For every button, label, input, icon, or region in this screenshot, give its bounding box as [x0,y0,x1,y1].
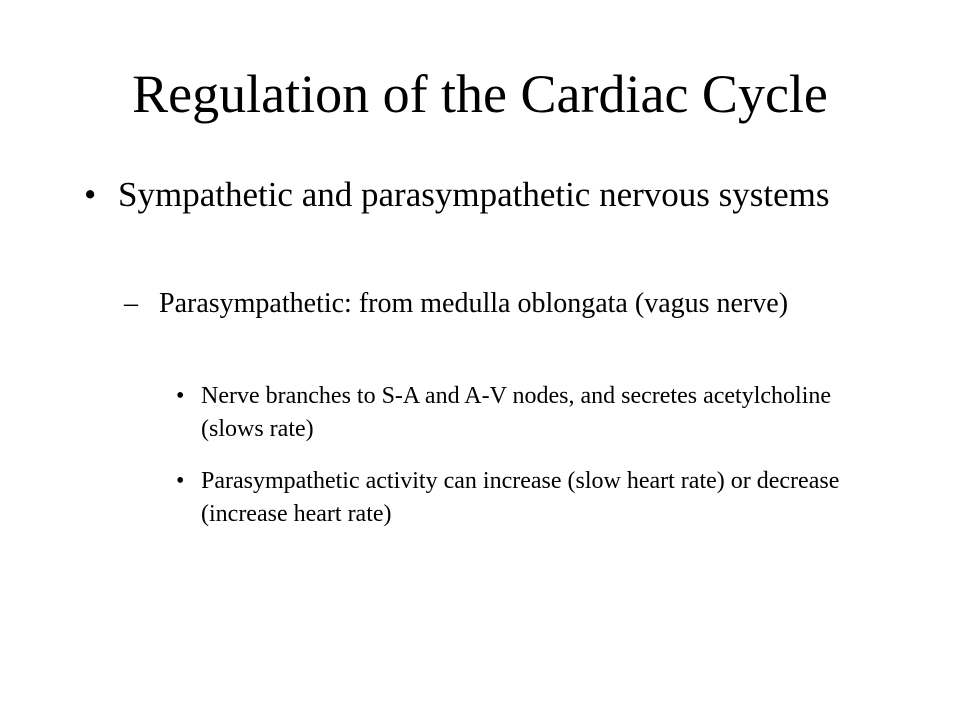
bullet-level3-item [176,380,851,446]
slide-title: Regulation of the Cardiac Cycle [132,64,828,124]
bullet-level1 [84,171,848,219]
bullet-marker: • [176,383,185,409]
bullet-text: Parasympathetic: from medulla oblongata (vagus nerve) [159,288,789,319]
bullet-marker: • [176,468,185,494]
bullet-marker: • [84,175,97,214]
bullet-text: Nerve branches to S-A and A-V nodes, and secretes acetylcholine (slows rate) [201,383,832,442]
dash-marker: – [124,288,138,319]
bullet-level2 [124,283,819,324]
bullet-level3-item [176,465,851,531]
bullet-text: Sympathetic and parasympathetic nervous systems [118,175,830,214]
bullet-text: Parasympathetic activity can increase (slow heart rate) or decrease (increase heart rate) [201,468,840,527]
